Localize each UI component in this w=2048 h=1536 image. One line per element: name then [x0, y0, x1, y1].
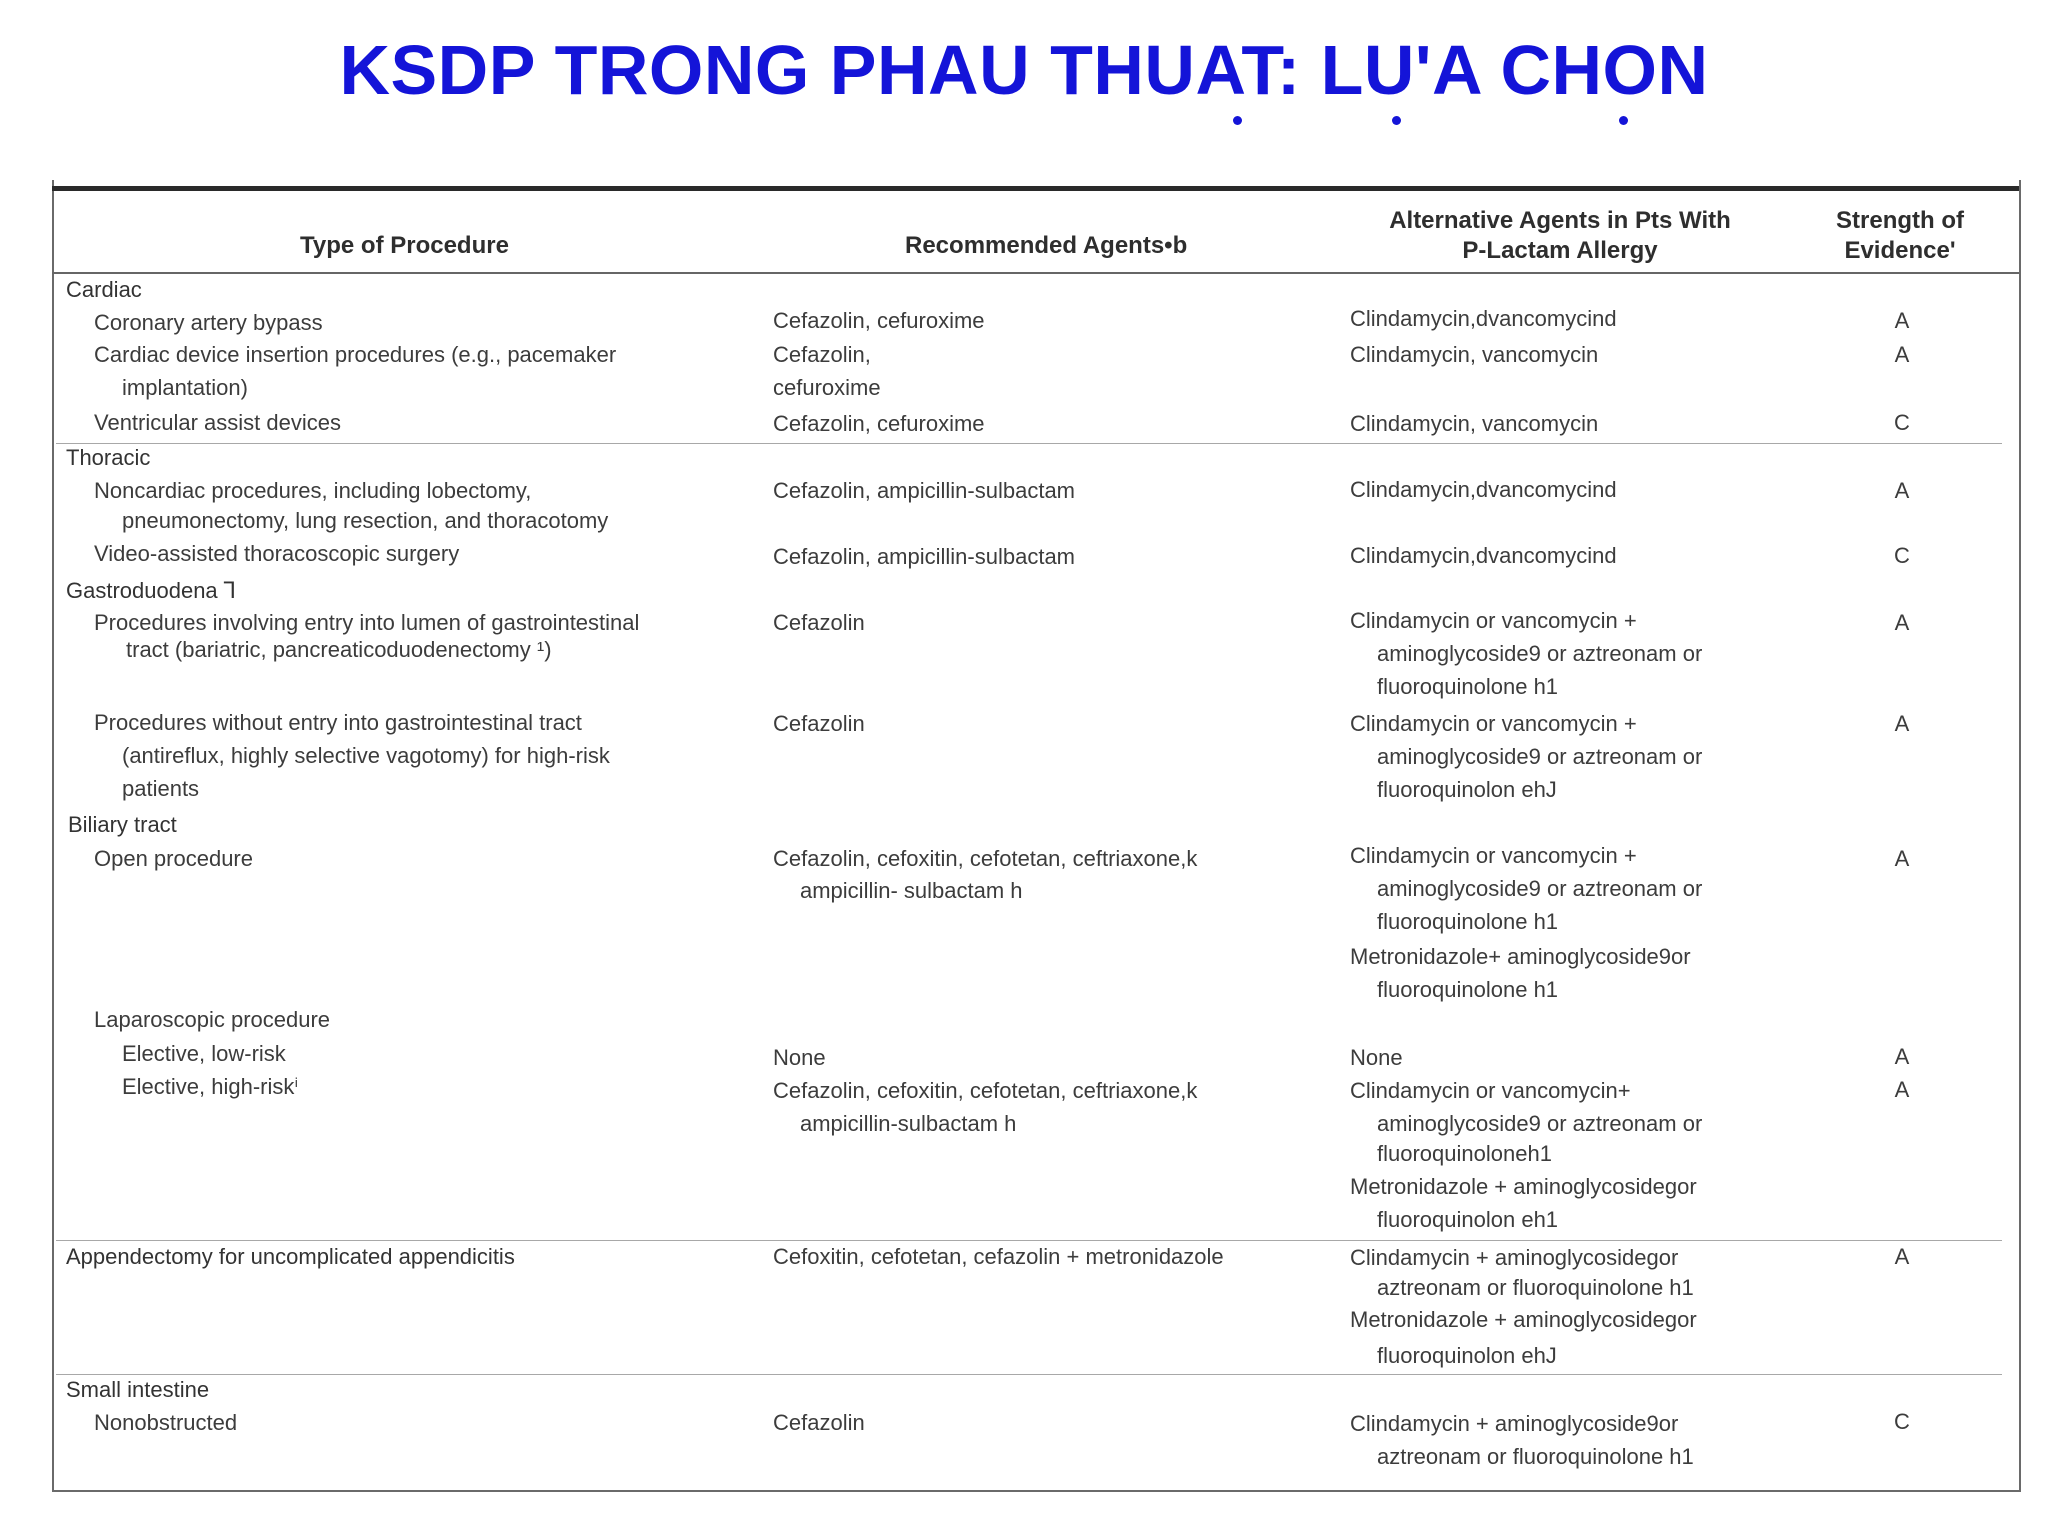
group-small-intestine: Small intestine: [66, 1377, 210, 1402]
highrisk-alternative-line1: Clindamycin or vancomycin+: [1350, 1078, 1631, 1103]
gi-entry-recommended: Cefazolin: [773, 610, 865, 635]
appendectomy-recommended: Cefoxitin, cefotetan, cefazolin + metronidazole: [773, 1244, 1224, 1269]
table-header-rule: [52, 272, 2019, 274]
open-alternative-line1: Clindamycin or vancomycin +: [1350, 843, 1637, 868]
device-procedure-line1: Cardiac device insertion procedures (e.g., pacemaker: [94, 342, 617, 367]
highrisk-alternative-line2: aminoglycoside9 or aztreonam or: [1377, 1111, 1703, 1136]
highrisk-recommended-line1: Cefazolin, cefoxitin, cefotetan, ceftriaxone,k: [773, 1078, 1198, 1103]
nonobstructed-alternative-line2: aztreonam or fluoroquinolone h1: [1377, 1444, 1694, 1469]
gi-entry-procedure-line1: Procedures involving entry into lumen of gastrointestinal: [94, 610, 640, 635]
gi-entry-alternative-line3: fluoroquinolone h1: [1377, 674, 1559, 699]
diacritic-dot: [1392, 116, 1401, 125]
lowrisk-recommended: None: [773, 1045, 826, 1070]
nonobstructed-alternative-line1: Clindamycin + aminoglycoside9or: [1350, 1411, 1679, 1436]
group-gastroduodenal: Gastroduodena Ꞁ: [66, 578, 237, 603]
gi-noentry-procedure-line1: Procedures without entry into gastrointestinal tract: [94, 710, 582, 735]
noncardiac-recommended: Cefazolin, ampicillin-sulbactam: [773, 478, 1076, 503]
header-strength-line2: Evidence': [1844, 237, 1956, 264]
gi-entry-procedure-line2: tract (bariatric, pancreaticoduodenectomy ¹): [126, 637, 552, 662]
noncardiac-procedure-line1: Noncardiac procedures, including lobectomy,: [94, 478, 532, 503]
header-recommended: Recommended Agents•b: [905, 232, 1188, 259]
vats-alternative: Clindamycin,dvancomycind: [1350, 543, 1617, 568]
nonobstructed-procedure: Nonobstructed: [94, 1410, 238, 1435]
group-cardiac: Cardiac: [66, 277, 142, 302]
laparoscopic-procedure: Laparoscopic procedure: [94, 1007, 331, 1032]
row-separator: [56, 1374, 2002, 1375]
open-alternative-line5: fluoroquinolone h1: [1377, 977, 1559, 1002]
gi-entry-alternative-line1: Clindamycin or vancomycin +: [1350, 608, 1637, 633]
device-alternative: Clindamycin, vancomycin: [1350, 342, 1599, 367]
group-biliary: Biliary tract: [68, 812, 177, 837]
noncardiac-procedure-line2: pneumonectomy, lung resection, and thoracotomy: [122, 508, 609, 533]
device-evidence: A: [1894, 342, 1910, 367]
gi-entry-alternative-line2: aminoglycoside9 or aztreonam or: [1377, 641, 1703, 666]
row-separator: [56, 1240, 2002, 1241]
highrisk-procedure: Elective, high-riskⁱ: [122, 1074, 299, 1099]
highrisk-evidence: A: [1894, 1077, 1910, 1102]
vats-procedure: Video-assisted thoracoscopic surgery: [94, 541, 460, 566]
header-strength-line1: Strength of: [1836, 207, 1964, 234]
highrisk-alternative-line4: Metronidazole + aminoglycosidegor: [1350, 1174, 1697, 1199]
vad-evidence: C: [1894, 410, 1910, 435]
lowrisk-alternative: None: [1350, 1045, 1403, 1070]
nonobstructed-recommended: Cefazolin: [773, 1410, 865, 1435]
slide-title: KSDP TRONG PHAU THUAT: LU'A CHON: [339, 31, 1709, 109]
diacritic-dot: [1619, 116, 1628, 125]
header-alternative-line1: Alternative Agents in Pts With: [1389, 207, 1731, 234]
device-recommended-line1: Cefazolin,: [773, 342, 871, 367]
gi-noentry-recommended: Cefazolin: [773, 711, 865, 736]
group-appendectomy: Appendectomy for uncomplicated appendicitis: [66, 1244, 515, 1269]
cabg-alternative: Clindamycin,dvancomycind: [1350, 306, 1617, 331]
appendectomy-alternative-line4: fluoroquinolon ehJ: [1377, 1343, 1557, 1368]
open-alternative-line2: aminoglycoside9 or aztreonam or: [1377, 876, 1703, 901]
header-alternative: [1330, 206, 1790, 266]
vad-alternative: Clindamycin, vancomycin: [1350, 411, 1599, 436]
gi-noentry-evidence: A: [1894, 711, 1910, 736]
group-thoracic: Thoracic: [66, 445, 151, 470]
diacritic-dot: [1233, 116, 1242, 125]
prophylaxis-table: [52, 180, 2021, 1492]
device-recommended-line2: cefuroxime: [773, 375, 881, 400]
gi-entry-evidence: A: [1894, 610, 1910, 635]
vats-recommended: Cefazolin, ampicillin-sulbactam: [773, 544, 1076, 569]
header-strength: [1790, 206, 2010, 266]
lowrisk-procedure: Elective, low-risk: [122, 1041, 286, 1066]
open-recommended-line1: Cefazolin, cefoxitin, cefotetan, ceftriaxone,k: [773, 846, 1198, 871]
cabg-procedure: Coronary artery bypass: [94, 310, 323, 335]
noncardiac-alternative: Clindamycin,dvancomycind: [1350, 477, 1617, 502]
header-procedure: Type of Procedure: [300, 232, 509, 259]
vad-procedure: Ventricular assist devices: [94, 410, 341, 435]
open-recommended-line2: ampicillin- sulbactam h: [800, 878, 1023, 903]
gi-noentry-alternative-line1: Clindamycin or vancomycin +: [1350, 711, 1637, 736]
device-procedure-line2: implantation): [122, 375, 248, 400]
vats-evidence: C: [1894, 543, 1910, 568]
appendectomy-alternative-line3: Metronidazole + aminoglycosidegor: [1350, 1307, 1697, 1332]
row-separator: [56, 443, 2002, 444]
lowrisk-evidence: A: [1894, 1044, 1910, 1069]
gi-noentry-alternative-line3: fluoroquinolon ehJ: [1377, 777, 1557, 802]
noncardiac-evidence: A: [1894, 478, 1910, 503]
gi-noentry-procedure-line2: (antireflux, highly selective vagotomy) for high-risk: [122, 743, 610, 768]
table-top-rule: [52, 186, 2019, 191]
open-alternative-line3: fluoroquinolone h1: [1377, 909, 1559, 934]
gi-noentry-alternative-line2: aminoglycoside9 or aztreonam or: [1377, 744, 1703, 769]
header-alternative-line2: P-Lactam Allergy: [1462, 237, 1658, 264]
appendectomy-evidence: A: [1894, 1244, 1910, 1269]
appendectomy-alternative-line1: Clindamycin + aminoglycosidegor: [1350, 1245, 1679, 1270]
cabg-evidence: A: [1894, 308, 1910, 333]
nonobstructed-evidence: C: [1894, 1409, 1910, 1434]
open-evidence: A: [1894, 846, 1910, 871]
cabg-recommended: Cefazolin, cefuroxime: [773, 308, 985, 333]
vad-recommended: Cefazolin, cefuroxime: [773, 411, 985, 436]
gi-noentry-procedure-line3: patients: [122, 776, 200, 801]
highrisk-alternative-line5: fluoroquinolon eh1: [1377, 1207, 1559, 1232]
open-procedure: Open procedure: [94, 846, 253, 871]
open-alternative-line4: Metronidazole+ aminoglycoside9or: [1350, 944, 1691, 969]
highrisk-recommended-line2: ampicillin-sulbactam h: [800, 1111, 1017, 1136]
slide-title-wrap: [0, 30, 2048, 110]
appendectomy-alternative-line2: aztreonam or fluoroquinolone h1: [1377, 1275, 1694, 1300]
highrisk-alternative-line3: fluoroquinoloneh1: [1377, 1141, 1552, 1166]
